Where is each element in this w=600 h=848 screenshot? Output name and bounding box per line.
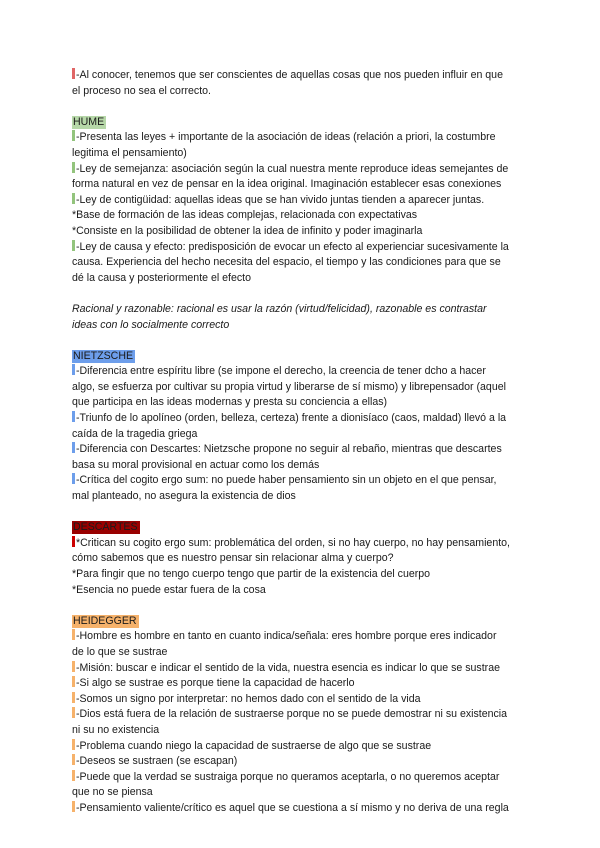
list-item <box>72 380 524 396</box>
bullet-marker <box>72 676 75 687</box>
section-heading-hume <box>72 115 524 131</box>
list-item <box>72 723 524 739</box>
intro-paragraph <box>72 68 524 84</box>
line-text: que participa en las ideas modernas y presta su conciencia a ellas) <box>72 396 388 409</box>
bullet-marker <box>72 411 75 422</box>
list-item <box>72 473 524 489</box>
bullet-marker <box>72 240 75 251</box>
line-text: ni su no existencia <box>72 723 160 736</box>
section-heading-descartes <box>72 520 524 536</box>
bullet-marker <box>72 193 75 204</box>
line-text: -Crítica del cogito ergo sum: no puede haber pensamiento sin un objeto en el que pensar, <box>76 474 497 487</box>
intro-line: el proceso no sea el correcto. <box>72 84 211 97</box>
line-text: *Consiste en la posibilidad de obtener la idea de infinito y poder imaginarla <box>72 224 423 237</box>
list-item <box>72 427 524 443</box>
bullet-marker <box>72 707 75 718</box>
line-text: -Dios está fuera de la relación de sustraerse porque no se puede demostrar ni su existencia <box>76 708 508 721</box>
bullet-marker <box>72 162 75 173</box>
bullet-marker <box>72 629 75 640</box>
list-item <box>72 442 524 458</box>
line-text: -Pensamiento valiente/crítico es aquel que se cuestiona a sí mismo y no deriva de una regla <box>76 801 509 814</box>
list-item <box>72 458 524 474</box>
list-item <box>72 271 524 287</box>
line-text: -Si algo se sustrae es porque tiene la capacidad de hacerlo <box>76 677 355 690</box>
line-text: -Hombre es hombre en tanto en cuanto indica/señala: eres hombre porque eres indicador <box>76 630 497 643</box>
line-text: -Ley de semejanza: asociación según la cual nuestra mente reproduce ideas semejantes de <box>76 162 509 175</box>
line-text: *Critican su cogito ergo sum: problemática del orden, si no hay cuerpo, no hay pensamiento, <box>76 536 510 549</box>
line-text: ideas con lo socialmente correcto <box>72 318 230 331</box>
list-item <box>72 567 524 583</box>
list-item <box>72 193 524 209</box>
line-text: -Diferencia entre espíritu libre (se impone el derecho, la creencia de tener dcho a hacer <box>76 365 486 378</box>
line-text: de lo que se sustrae <box>72 645 168 658</box>
intro-paragraph <box>72 84 524 100</box>
line-text: -Misión: buscar e indicar el sentido de la vida, nuestra esencia es indicar lo que se sustrae <box>76 661 500 674</box>
document-page <box>72 68 524 817</box>
list-item <box>72 395 524 411</box>
italic-note <box>72 302 524 318</box>
list-item <box>72 661 524 677</box>
list-item <box>72 146 524 162</box>
list-item <box>72 489 524 505</box>
list-item <box>72 739 524 755</box>
line-text: basa su moral provisional en actuar como los demás <box>72 458 320 471</box>
line-text: *Base de formación de las ideas complejas, relacionada con expectativas <box>72 209 418 222</box>
bullet-marker <box>72 801 75 812</box>
line-text: *Esencia no puede estar fuera de la cosa <box>72 583 266 596</box>
line-text: que no se piensa <box>72 786 153 799</box>
line-text: Racional y razonable: racional es usar la razón (virtud/felicidad), razonable es contrastar <box>72 302 487 315</box>
line-text: algo, se esfuerza por cultivar su propia virtud y liberarse de sí mismo) y librepensador (aquel <box>72 380 506 393</box>
intro-line: -Al conocer, tenemos que ser conscientes de aquellas cosas que nos pueden influir en que <box>76 69 503 81</box>
list-item <box>72 785 524 801</box>
bullet-marker <box>72 770 75 781</box>
bullet-marker <box>72 473 75 484</box>
line-text: dé la causa y posteriormente el efecto <box>72 271 252 284</box>
line-text: -Somos un signo por interpretar: no hemos dado con el sentido de la vida <box>76 692 421 705</box>
list-item <box>72 676 524 692</box>
line-text: -Deseos se sustraen (se escapan) <box>76 755 238 768</box>
line-text: -Problema cuando niego la capacidad de sustraerse de algo que se sustrae <box>76 739 432 752</box>
line-text: cómo sabemos que es nuestro pensar sin relacionar alma y cuerpo? <box>72 552 394 565</box>
list-item <box>72 130 524 146</box>
list-item <box>72 240 524 256</box>
heading-text: NIETZSCHE <box>73 349 134 362</box>
list-item <box>72 692 524 708</box>
bullet-marker <box>72 68 75 79</box>
line-text: -Diferencia con Descartes: Nietzsche propone no seguir al rebaño, mientras que descartes <box>76 443 502 456</box>
list-item <box>72 629 524 645</box>
line-text: legitima el pensamiento) <box>72 146 187 159</box>
line-text: -Puede que la verdad se sustraiga porque no queramos aceptarla, o no queremos aceptar <box>76 770 500 783</box>
list-item <box>72 583 524 599</box>
line-text: causa. Experiencia del hecho necesita del espacio, el tiempo y las condiciones para que se <box>72 256 501 269</box>
line-text: mal planteado, no asegura la existencia de dios <box>72 490 296 503</box>
list-item <box>72 770 524 786</box>
bullet-marker <box>72 661 75 672</box>
bullet-marker <box>72 739 75 750</box>
bullet-marker <box>72 692 75 703</box>
list-item <box>72 255 524 271</box>
list-item <box>72 208 524 224</box>
list-item <box>72 224 524 240</box>
list-item <box>72 801 524 817</box>
line-text: -Ley de causa y efecto: predisposición de evocar un efecto al experienciar sucesivamente la <box>76 240 509 253</box>
bullet-marker <box>72 754 75 765</box>
line-text: forma natural en vez de pensar en la idea original. Imaginación establecer esas conexiones <box>72 178 502 191</box>
bullet-marker <box>72 536 75 547</box>
list-item <box>72 551 524 567</box>
list-item <box>72 177 524 193</box>
list-item <box>72 536 524 552</box>
line-text: -Triunfo de lo apolíneo (orden, belleza, certeza) frente a dionisíaco (caos, maldad) llevó a la <box>76 412 507 425</box>
list-item <box>72 754 524 770</box>
line-text: *Para fingir que no tengo cuerpo tengo que partir de la existencia del cuerpo <box>72 568 431 580</box>
bullet-marker <box>72 442 75 453</box>
heading-text: HUME <box>73 115 105 128</box>
list-item <box>72 364 524 380</box>
list-item <box>72 645 524 661</box>
bullet-marker <box>72 130 75 141</box>
list-item <box>72 411 524 427</box>
heading-text: DESCARTES <box>73 521 138 534</box>
list-item <box>72 707 524 723</box>
heading-text: HEIDEGGER <box>73 614 137 627</box>
section-heading-nietzsche <box>72 349 524 365</box>
line-text: caída de la tragedia griega <box>72 427 198 440</box>
line-text: -Ley de contigüidad: aquellas ideas que se han vivido juntas tienden a aparecer juntas. <box>76 193 485 206</box>
bullet-marker <box>72 364 75 375</box>
section-heading-heidegger <box>72 614 524 630</box>
line-text: -Presenta las leyes + importante de la asociación de ideas (relación a priori, la costumbre <box>76 131 496 144</box>
italic-note <box>72 318 524 334</box>
list-item <box>72 162 524 178</box>
